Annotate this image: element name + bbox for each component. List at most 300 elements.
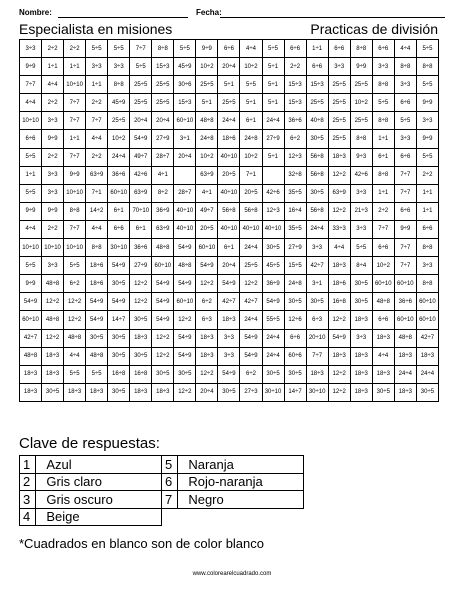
grid-cell: 49÷7 bbox=[130, 148, 152, 166]
grid-cell: 25÷5 bbox=[328, 76, 350, 94]
grid-cell: 1÷1 bbox=[306, 40, 328, 58]
grid-row bbox=[20, 40, 439, 58]
grid-cell: 10÷10 bbox=[64, 184, 86, 202]
grid-cell: 2÷2 bbox=[42, 40, 64, 58]
grid-cell: 6÷6 bbox=[372, 40, 394, 58]
grid-cell: 42÷7 bbox=[306, 257, 328, 275]
grid-cell: 18÷3 bbox=[350, 311, 372, 329]
grid-cell: 24÷8 bbox=[240, 130, 262, 148]
grid-cell: 15÷3 bbox=[152, 58, 174, 76]
grid-cell: 54÷9 bbox=[108, 257, 130, 275]
key-number: 5 bbox=[161, 456, 177, 474]
grid-cell: 48÷8 bbox=[174, 257, 196, 275]
grid-cell: 18÷3 bbox=[152, 383, 174, 401]
grid-cell: 7÷7 bbox=[20, 76, 42, 94]
grid-cell: 30÷5 bbox=[152, 365, 174, 383]
name-line[interactable] bbox=[58, 17, 188, 18]
grid-cell: 6÷6 bbox=[394, 94, 416, 112]
grid-cell: 18÷3 bbox=[394, 383, 416, 401]
grid-cell: 5÷1 bbox=[262, 94, 284, 112]
grid-cell: 42÷6 bbox=[350, 166, 372, 184]
grid-cell: 56÷8 bbox=[306, 202, 328, 220]
grid-cell: 10÷2 bbox=[372, 257, 394, 275]
key-number: 6 bbox=[161, 473, 177, 491]
grid-cell: 6÷3 bbox=[306, 311, 328, 329]
grid-row bbox=[20, 76, 439, 94]
grid-cell: 30÷5 bbox=[284, 293, 306, 311]
worksheet-title: Especialista en misiones bbox=[19, 21, 173, 37]
grid-cell: 18÷3 bbox=[218, 311, 240, 329]
grid-cell: 2÷2 bbox=[42, 220, 64, 238]
grid-cell: 18÷3 bbox=[372, 329, 394, 347]
grid-cell: 30÷5 bbox=[350, 275, 372, 293]
grid-cell: 30÷5 bbox=[108, 383, 130, 401]
grid-cell: 9÷9 bbox=[42, 130, 64, 148]
grid-cell: 55÷5 bbox=[262, 311, 284, 329]
grid-cell: 2÷2 bbox=[64, 40, 86, 58]
grid-cell: 60÷10 bbox=[174, 112, 196, 130]
grid-cell: 30÷5 bbox=[416, 383, 438, 401]
grid-cell: 3÷3 bbox=[20, 40, 42, 58]
grid-cell: 45÷5 bbox=[262, 257, 284, 275]
key-color-name: Naranja bbox=[178, 456, 304, 474]
grid-cell: 9÷9 bbox=[20, 275, 42, 293]
grid-cell: 48÷8 bbox=[86, 347, 108, 365]
grid-cell: 9÷9 bbox=[416, 94, 438, 112]
grid-cell: 6÷6 bbox=[218, 40, 240, 58]
grid-cell: 6÷1 bbox=[130, 220, 152, 238]
grid-cell: 48÷8 bbox=[42, 311, 64, 329]
grid-cell: 25÷5 bbox=[350, 76, 372, 94]
grid-cell: 1÷1 bbox=[416, 202, 438, 220]
grid-cell: 3÷3 bbox=[328, 58, 350, 76]
grid-cell: 6÷2 bbox=[240, 365, 262, 383]
key-color-name: Negro bbox=[178, 491, 304, 509]
grid-cell: 30÷5 bbox=[130, 311, 152, 329]
grid-cell: 8÷8 bbox=[350, 130, 372, 148]
grid-cell: 54÷9 bbox=[174, 239, 196, 257]
grid-cell: 3÷1 bbox=[306, 275, 328, 293]
grid-cell: 32÷8 bbox=[284, 166, 306, 184]
grid-cell: 63÷9 bbox=[130, 184, 152, 202]
grid-row bbox=[20, 58, 439, 76]
grid-cell: 30÷5 bbox=[372, 383, 394, 401]
grid-cell: 3÷3 bbox=[350, 220, 372, 238]
grid-cell: 6÷6 bbox=[416, 220, 438, 238]
answer-key-row bbox=[20, 508, 304, 526]
grid-cell: 4÷4 bbox=[240, 40, 262, 58]
grid-cell: 60÷10 bbox=[152, 257, 174, 275]
grid-cell: 18÷3 bbox=[86, 383, 108, 401]
grid-cell: 10÷2 bbox=[108, 130, 130, 148]
grid-cell: 35÷5 bbox=[284, 184, 306, 202]
grid-cell: 24÷4 bbox=[394, 365, 416, 383]
grid-cell: 30÷5 bbox=[284, 365, 306, 383]
grid-cell: 25÷5 bbox=[130, 94, 152, 112]
grid-cell: 54÷9 bbox=[86, 293, 108, 311]
grid-cell: 48÷8 bbox=[394, 329, 416, 347]
grid-cell: 56÷8 bbox=[240, 202, 262, 220]
grid-cell: 3÷3 bbox=[218, 329, 240, 347]
grid-cell: 54÷9 bbox=[328, 329, 350, 347]
grid-cell: 5÷5 bbox=[64, 257, 86, 275]
grid-cell: 40÷10 bbox=[218, 184, 240, 202]
grid-cell: 56÷8 bbox=[306, 148, 328, 166]
grid-cell: 60÷10 bbox=[394, 275, 416, 293]
grid-cell: 8÷8 bbox=[372, 166, 394, 184]
grid-cell: 6÷6 bbox=[394, 202, 416, 220]
grid-cell: 24÷4 bbox=[262, 329, 284, 347]
grid-cell: 12÷3 bbox=[284, 148, 306, 166]
grid-cell: 4÷4 bbox=[64, 347, 86, 365]
grid-cell: 10÷2 bbox=[240, 148, 262, 166]
grid-cell: 63÷9 bbox=[86, 166, 108, 184]
grid-cell: 18÷6 bbox=[328, 275, 350, 293]
grid-cell: 36÷6 bbox=[130, 239, 152, 257]
grid-cell: 5÷1 bbox=[196, 94, 218, 112]
grid-cell: 7÷7 bbox=[64, 94, 86, 112]
grid-cell bbox=[174, 166, 196, 184]
grid-cell: 54÷9 bbox=[262, 293, 284, 311]
grid-cell: 54÷9 bbox=[86, 311, 108, 329]
grid-cell: 24÷8 bbox=[284, 275, 306, 293]
grid-cell: 30÷5 bbox=[108, 275, 130, 293]
grid-cell: 7÷1 bbox=[86, 184, 108, 202]
grid-cell: 7÷7 bbox=[64, 148, 86, 166]
grid-cell: 10÷10 bbox=[64, 76, 86, 94]
grid-cell: 8÷8 bbox=[152, 40, 174, 58]
grid-cell: 1÷1 bbox=[372, 130, 394, 148]
grid-cell: 1÷1 bbox=[372, 184, 394, 202]
grid-cell: 10÷10 bbox=[64, 239, 86, 257]
grid-cell: 9÷9 bbox=[350, 58, 372, 76]
grid-row bbox=[20, 166, 439, 184]
grid-cell: 6÷6 bbox=[108, 220, 130, 238]
grid-cell: 40÷10 bbox=[174, 202, 196, 220]
grid-cell: 10÷10 bbox=[20, 112, 42, 130]
grid-row bbox=[20, 329, 439, 347]
grid-row bbox=[20, 112, 439, 130]
grid-cell: 1÷1 bbox=[64, 58, 86, 76]
grid-cell: 7÷7 bbox=[394, 239, 416, 257]
grid-cell bbox=[262, 166, 284, 184]
grid-cell: 1÷1 bbox=[20, 166, 42, 184]
grid-cell: 35÷5 bbox=[284, 220, 306, 238]
grid-cell: 54÷9 bbox=[152, 293, 174, 311]
grid-cell: 54÷9 bbox=[108, 293, 130, 311]
grid-cell: 12÷2 bbox=[42, 293, 64, 311]
answer-key-table bbox=[19, 455, 304, 526]
grid-cell: 7÷7 bbox=[86, 112, 108, 130]
grid-cell: 6÷2 bbox=[196, 293, 218, 311]
grid-cell: 30÷5 bbox=[262, 365, 284, 383]
key-number: 4 bbox=[20, 508, 36, 526]
grid-cell: 28÷7 bbox=[174, 184, 196, 202]
grid-cell: 30÷5 bbox=[350, 293, 372, 311]
grid-cell: 5÷5 bbox=[262, 40, 284, 58]
grid-cell: 20÷5 bbox=[218, 166, 240, 184]
key-color-name: Gris oscuro bbox=[36, 491, 162, 509]
grid-cell: 48÷8 bbox=[64, 329, 86, 347]
grid-cell: 12÷2 bbox=[328, 365, 350, 383]
grid-cell: 5÷5 bbox=[130, 58, 152, 76]
blank-squares-note: *Cuadrados en blanco son de color blanco bbox=[19, 536, 265, 551]
grid-cell: 8÷8 bbox=[372, 76, 394, 94]
grid-cell: 18÷3 bbox=[42, 365, 64, 383]
grid-cell: 6÷6 bbox=[284, 40, 306, 58]
grid-cell: 42÷7 bbox=[240, 293, 262, 311]
grid-cell: 12÷2 bbox=[240, 275, 262, 293]
grid-cell: 48÷8 bbox=[152, 239, 174, 257]
grid-cell: 3÷3 bbox=[350, 184, 372, 202]
grid-cell: 8÷4 bbox=[350, 257, 372, 275]
grid-cell: 5÷5 bbox=[108, 40, 130, 58]
grid-cell: 7÷7 bbox=[130, 40, 152, 58]
grid-cell: 20÷5 bbox=[196, 220, 218, 238]
grid-cell: 4÷4 bbox=[42, 76, 64, 94]
grid-cell: 5÷5 bbox=[416, 148, 438, 166]
grid-cell: 7÷7 bbox=[394, 166, 416, 184]
grid-cell: 12÷2 bbox=[328, 166, 350, 184]
grid-cell: 30÷5 bbox=[306, 293, 328, 311]
grid-row bbox=[20, 239, 439, 257]
grid-cell: 54÷9 bbox=[218, 275, 240, 293]
grid-cell: 9÷3 bbox=[350, 148, 372, 166]
grid-cell: 4÷4 bbox=[328, 239, 350, 257]
grid-cell: 5÷1 bbox=[240, 94, 262, 112]
grid-cell: 6÷6 bbox=[328, 40, 350, 58]
grid-cell: 4÷4 bbox=[372, 347, 394, 365]
grid-cell: 6÷6 bbox=[372, 311, 394, 329]
grid-cell: 30÷5 bbox=[306, 130, 328, 148]
grid-cell: 8÷8 bbox=[64, 202, 86, 220]
grid-cell: 3÷3 bbox=[86, 58, 108, 76]
grid-cell: 3÷3 bbox=[42, 112, 64, 130]
grid-cell: 12÷2 bbox=[328, 311, 350, 329]
grid-cell: 18÷3 bbox=[306, 365, 328, 383]
grid-cell: 12÷3 bbox=[262, 202, 284, 220]
grid-cell: 24÷4 bbox=[262, 112, 284, 130]
grid-cell: 25÷5 bbox=[328, 112, 350, 130]
grid-cell: 18÷3 bbox=[42, 347, 64, 365]
grid-cell: 18÷3 bbox=[350, 347, 372, 365]
grid-cell: 40÷10 bbox=[174, 220, 196, 238]
grid-cell: 63÷9 bbox=[196, 166, 218, 184]
grid-cell: 9÷9 bbox=[20, 58, 42, 76]
grid-cell: 9÷9 bbox=[416, 130, 438, 148]
grid-cell: 18÷3 bbox=[64, 383, 86, 401]
grid-cell: 5÷5 bbox=[86, 40, 108, 58]
grid-cell: 24÷4 bbox=[262, 347, 284, 365]
grid-cell: 18÷3 bbox=[130, 329, 152, 347]
grid-cell: 5÷5 bbox=[64, 365, 86, 383]
grid-cell: 4÷4 bbox=[394, 40, 416, 58]
grid-cell: 10÷2 bbox=[196, 58, 218, 76]
grid-cell: 20÷4 bbox=[152, 112, 174, 130]
grid-cell: 16÷8 bbox=[130, 365, 152, 383]
grid-row bbox=[20, 94, 439, 112]
grid-cell: 4÷1 bbox=[152, 166, 174, 184]
grid-cell: 3÷3 bbox=[306, 239, 328, 257]
grid-cell: 36÷6 bbox=[108, 166, 130, 184]
grid-cell: 18÷3 bbox=[130, 383, 152, 401]
grid-cell: 18÷3 bbox=[196, 347, 218, 365]
key-color-name: Beige bbox=[36, 508, 162, 526]
grid-cell: 3÷3 bbox=[108, 58, 130, 76]
grid-cell: 40÷10 bbox=[262, 220, 284, 238]
grid-cell: 12÷2 bbox=[64, 293, 86, 311]
key-color-name: Azul bbox=[36, 456, 162, 474]
grid-cell: 16÷8 bbox=[328, 293, 350, 311]
grid-cell: 45÷9 bbox=[174, 58, 196, 76]
grid-cell: 40÷10 bbox=[218, 220, 240, 238]
grid-cell: 30÷10 bbox=[262, 383, 284, 401]
grid-cell: 6÷6 bbox=[20, 130, 42, 148]
grid-cell: 18÷3 bbox=[350, 383, 372, 401]
grid-cell: 8÷8 bbox=[372, 112, 394, 130]
grid-cell: 30÷5 bbox=[262, 239, 284, 257]
grid-cell: 6÷2 bbox=[64, 275, 86, 293]
grid-cell: 14÷7 bbox=[108, 311, 130, 329]
color-by-number-grid bbox=[19, 39, 439, 402]
grid-cell: 60÷10 bbox=[394, 311, 416, 329]
grid-cell: 54÷9 bbox=[218, 365, 240, 383]
grid-cell: 9÷9 bbox=[394, 220, 416, 238]
grid-cell: 30÷6 bbox=[174, 76, 196, 94]
grid-cell: 8÷8 bbox=[416, 58, 438, 76]
grid-cell: 5÷1 bbox=[262, 148, 284, 166]
grid-cell: 9÷9 bbox=[64, 166, 86, 184]
grid-cell: 24÷4 bbox=[416, 365, 438, 383]
grid-cell: 3÷3 bbox=[394, 130, 416, 148]
grid-cell: 54÷9 bbox=[174, 329, 196, 347]
answer-key-row bbox=[20, 491, 304, 509]
grid-cell: 6÷6 bbox=[372, 239, 394, 257]
grid-cell: 15÷3 bbox=[284, 94, 306, 112]
grid-cell: 3÷3 bbox=[42, 184, 64, 202]
grid-cell: 14÷2 bbox=[86, 202, 108, 220]
key-number: 1 bbox=[20, 456, 36, 474]
grid-cell: 60÷10 bbox=[196, 239, 218, 257]
grid-cell: 18÷3 bbox=[20, 383, 42, 401]
grid-cell: 25÷5 bbox=[328, 94, 350, 112]
grid-cell: 5÷5 bbox=[416, 76, 438, 94]
grid-cell: 60÷10 bbox=[108, 184, 130, 202]
grid-row bbox=[20, 275, 439, 293]
grid-cell: 2÷2 bbox=[42, 148, 64, 166]
grid-cell: 54÷9 bbox=[174, 347, 196, 365]
grid-cell: 4÷1 bbox=[196, 184, 218, 202]
grid-cell: 3÷3 bbox=[218, 347, 240, 365]
grid-cell: 40÷8 bbox=[306, 112, 328, 130]
grid-cell: 36÷9 bbox=[152, 202, 174, 220]
grid-cell: 54÷9 bbox=[130, 130, 152, 148]
grid-cell: 54÷9 bbox=[152, 275, 174, 293]
grid-cell: 42÷7 bbox=[218, 293, 240, 311]
grid-cell: 12÷2 bbox=[64, 311, 86, 329]
grid-cell: 30÷5 bbox=[42, 383, 64, 401]
grid-cell: 12÷2 bbox=[196, 275, 218, 293]
grid-cell: 30÷10 bbox=[108, 239, 130, 257]
grid-cell: 12÷2 bbox=[130, 275, 152, 293]
grid-cell: 5÷1 bbox=[262, 76, 284, 94]
grid-cell: 6÷1 bbox=[240, 112, 262, 130]
grid-cell: 27÷9 bbox=[284, 239, 306, 257]
worksheet-subtitle: Practicas de división bbox=[310, 21, 438, 37]
grid-cell: 12÷2 bbox=[174, 311, 196, 329]
grid-cell: 12÷2 bbox=[174, 383, 196, 401]
grid-cell: 30÷5 bbox=[130, 347, 152, 365]
grid-cell: 10÷2 bbox=[350, 94, 372, 112]
grid-row bbox=[20, 347, 439, 365]
grid-cell: 49÷7 bbox=[196, 202, 218, 220]
grid-row bbox=[20, 184, 439, 202]
footer-url: www.colorearelcuadrado.com bbox=[192, 571, 272, 577]
grid-cell: 3÷3 bbox=[42, 257, 64, 275]
grid-cell: 16÷4 bbox=[284, 202, 306, 220]
grid-cell: 2÷2 bbox=[86, 148, 108, 166]
grid-cell: 5÷5 bbox=[394, 112, 416, 130]
grid-cell: 20÷4 bbox=[218, 58, 240, 76]
grid-cell: 5÷5 bbox=[416, 40, 438, 58]
grid-cell: 30÷5 bbox=[174, 365, 196, 383]
grid-cell: 18÷3 bbox=[328, 347, 350, 365]
grid-cell: 8÷8 bbox=[394, 58, 416, 76]
grid-cell: 54÷9 bbox=[152, 311, 174, 329]
grid-cell: 6÷1 bbox=[108, 202, 130, 220]
grid-cell: 5÷5 bbox=[350, 239, 372, 257]
grid-row bbox=[20, 293, 439, 311]
grid-cell: 2÷2 bbox=[284, 58, 306, 76]
grid-cell: 40÷10 bbox=[218, 148, 240, 166]
grid-cell: 30÷5 bbox=[108, 347, 130, 365]
grid-cell: 18÷3 bbox=[394, 347, 416, 365]
grid-cell: 36÷6 bbox=[284, 112, 306, 130]
grid-cell: 7÷7 bbox=[372, 220, 394, 238]
grid-cell: 9÷9 bbox=[196, 40, 218, 58]
grid-cell: 25÷5 bbox=[240, 257, 262, 275]
date-line[interactable] bbox=[220, 17, 445, 18]
grid-cell: 60÷10 bbox=[372, 275, 394, 293]
grid-cell: 10÷10 bbox=[20, 239, 42, 257]
grid-cell: 25÷5 bbox=[350, 112, 372, 130]
grid-cell: 10÷2 bbox=[240, 58, 262, 76]
grid-cell: 18÷3 bbox=[196, 329, 218, 347]
grid-cell: 27÷9 bbox=[130, 257, 152, 275]
grid-cell: 25÷5 bbox=[196, 76, 218, 94]
grid-cell: 60÷6 bbox=[284, 347, 306, 365]
grid-cell: 60÷10 bbox=[416, 293, 438, 311]
grid-cell: 42÷7 bbox=[416, 329, 438, 347]
grid-cell: 7÷7 bbox=[394, 184, 416, 202]
grid-cell: 10÷10 bbox=[42, 239, 64, 257]
grid-cell: 20÷4 bbox=[174, 148, 196, 166]
grid-cell: 3÷3 bbox=[416, 112, 438, 130]
grid-cell: 5÷1 bbox=[218, 76, 240, 94]
grid-cell: 48÷8 bbox=[196, 112, 218, 130]
grid-cell: 54÷9 bbox=[240, 347, 262, 365]
grid-cell: 6÷1 bbox=[218, 239, 240, 257]
grid-cell: 12÷2 bbox=[152, 329, 174, 347]
grid-cell: 3÷3 bbox=[42, 166, 64, 184]
grid-cell: 30÷5 bbox=[306, 184, 328, 202]
answer-key-title: Clave de respuestas: bbox=[19, 435, 160, 452]
grid-cell: 12÷2 bbox=[152, 347, 174, 365]
key-color-name: Gris claro bbox=[36, 473, 162, 491]
grid-cell: 2÷2 bbox=[42, 94, 64, 112]
grid-cell: 20÷5 bbox=[240, 184, 262, 202]
grid-cell: 20÷4 bbox=[130, 112, 152, 130]
